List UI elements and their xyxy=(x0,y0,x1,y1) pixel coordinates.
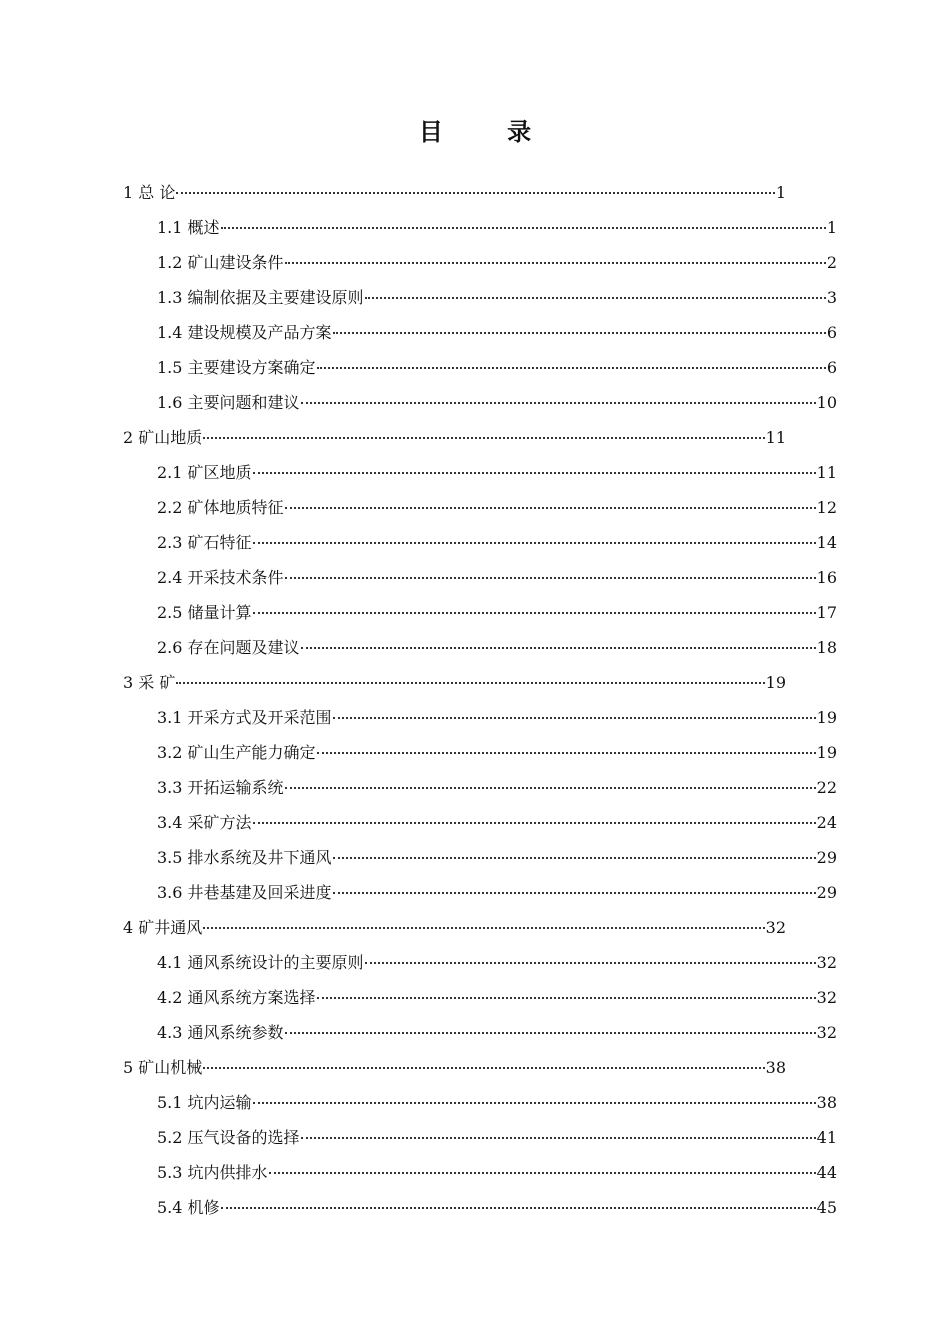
toc-section-entry[interactable] xyxy=(157,350,837,385)
toc-section-entry[interactable] xyxy=(157,945,837,980)
toc-entry-label: 2.6 存在问题及建议 xyxy=(157,638,300,657)
toc-page-number: 1 xyxy=(826,218,837,237)
toc-section-entry[interactable] xyxy=(157,770,837,805)
toc-page-number: 2 xyxy=(826,253,837,272)
toc-dot-leader xyxy=(333,857,816,859)
toc-entry-label: 5.4 机修 xyxy=(157,1198,220,1217)
toc-section-entry[interactable] xyxy=(157,315,837,350)
toc-page-number: 32 xyxy=(816,988,837,1007)
toc-entry-label: 3.3 开拓运输系统 xyxy=(157,778,284,797)
toc-section-entry[interactable] xyxy=(157,700,837,735)
toc-dot-leader xyxy=(365,962,816,964)
toc-section-entry[interactable] xyxy=(157,385,837,420)
toc-dot-leader xyxy=(253,1102,816,1104)
toc-entry-label: 2.5 储量计算 xyxy=(157,603,252,622)
toc-section-entry[interactable] xyxy=(157,840,837,875)
toc-entry-label: 5.1 坑内运输 xyxy=(157,1093,252,1112)
toc-page-number: 24 xyxy=(816,813,837,832)
toc-dot-leader xyxy=(176,192,774,194)
toc-dot-leader xyxy=(301,402,816,404)
toc-page-number: 32 xyxy=(816,953,837,972)
toc-page-number: 11 xyxy=(816,463,837,482)
toc-page-number: 19 xyxy=(816,708,837,727)
toc-dot-leader xyxy=(269,1172,816,1174)
toc-entry-label: 1.1 概述 xyxy=(157,218,220,237)
toc-entry-label: 4 矿井通风 xyxy=(123,918,203,937)
toc-page-number: 17 xyxy=(816,603,837,622)
toc-dot-leader xyxy=(317,752,816,754)
toc-dot-leader xyxy=(176,682,764,684)
toc-page-number: 44 xyxy=(816,1163,837,1182)
toc-entry-label: 5.2 压气设备的选择 xyxy=(157,1128,300,1147)
toc-section-entry[interactable] xyxy=(157,455,837,490)
toc-page-number: 29 xyxy=(816,848,837,867)
toc-page-number: 19 xyxy=(816,743,837,762)
toc-section-entry[interactable] xyxy=(157,280,837,315)
toc-section-entry[interactable] xyxy=(157,980,837,1015)
toc-entry-label: 1.3 编制依据及主要建设原则 xyxy=(157,288,364,307)
toc-section-entry[interactable] xyxy=(157,210,837,245)
toc-dot-leader xyxy=(301,1137,816,1139)
toc-entry-label: 1 总 论 xyxy=(123,183,176,202)
toc-page-number: 38 xyxy=(765,1058,786,1077)
toc-chapter-entry[interactable] xyxy=(123,420,786,455)
toc-entry-label: 2.4 开采技术条件 xyxy=(157,568,284,587)
toc-section-entry[interactable] xyxy=(157,630,837,665)
toc-dot-leader xyxy=(317,997,816,999)
toc-chapter-entry[interactable] xyxy=(123,665,786,700)
toc-dot-leader xyxy=(285,507,816,509)
toc-page-number: 45 xyxy=(816,1198,837,1217)
toc-page-number: 18 xyxy=(816,638,837,657)
toc-page-number: 14 xyxy=(816,533,837,552)
toc-dot-leader xyxy=(365,297,826,299)
toc-entry-label: 3.1 开采方式及开采范围 xyxy=(157,708,332,727)
toc-entry-label: 3 采 矿 xyxy=(123,673,176,692)
toc-page-number: 32 xyxy=(765,918,786,937)
toc-entry-label: 4.1 通风系统设计的主要原则 xyxy=(157,953,364,972)
toc-entry-label: 4.2 通风系统方案选择 xyxy=(157,988,316,1007)
toc-entry-label: 5.3 坑内供排水 xyxy=(157,1163,268,1182)
toc-entry-label: 1.6 主要问题和建议 xyxy=(157,393,300,412)
toc-section-entry[interactable] xyxy=(157,735,837,770)
toc-page-number: 3 xyxy=(826,288,837,307)
toc-dot-leader xyxy=(333,332,826,334)
toc-chapter-entry[interactable] xyxy=(123,910,786,945)
toc-page-number: 19 xyxy=(765,673,786,692)
toc-dot-leader xyxy=(285,1032,816,1034)
toc-dot-leader xyxy=(221,227,826,229)
toc-title: 目 录 xyxy=(418,118,560,146)
toc-section-entry[interactable] xyxy=(157,1120,837,1155)
toc-dot-leader xyxy=(253,612,816,614)
toc-page-number: 1 xyxy=(775,183,786,202)
toc-dot-leader xyxy=(285,577,816,579)
toc-entry-label: 2.3 矿石特征 xyxy=(157,533,252,552)
toc-entry-label: 2.1 矿区地质 xyxy=(157,463,252,482)
toc-page-number: 10 xyxy=(816,393,837,412)
toc-section-entry[interactable] xyxy=(157,560,837,595)
toc-entry-label: 2.2 矿体地质特征 xyxy=(157,498,284,517)
toc-dot-leader xyxy=(317,367,826,369)
toc-entry-label: 2 矿山地质 xyxy=(123,428,203,447)
toc-section-entry[interactable] xyxy=(157,490,837,525)
toc-dot-leader xyxy=(253,822,816,824)
toc-dot-leader xyxy=(203,1067,764,1069)
toc-section-entry[interactable] xyxy=(157,595,837,630)
toc-page-number: 11 xyxy=(765,428,786,447)
toc-section-entry[interactable] xyxy=(157,1190,837,1225)
toc-entry-label: 3.2 矿山生产能力确定 xyxy=(157,743,316,762)
toc-entry-label: 3.4 采矿方法 xyxy=(157,813,252,832)
toc-chapter-entry[interactable] xyxy=(123,1050,786,1085)
toc-dot-leader xyxy=(301,647,816,649)
toc-section-entry[interactable] xyxy=(157,875,837,910)
toc-page-number: 12 xyxy=(816,498,837,517)
toc-entry-label: 3.6 井巷基建及回采进度 xyxy=(157,883,332,902)
toc-dot-leader xyxy=(285,262,826,264)
toc-page-number: 16 xyxy=(816,568,837,587)
toc-chapter-entry[interactable] xyxy=(123,175,786,210)
toc-dot-leader xyxy=(253,542,816,544)
toc-entry-label: 4.3 通风系统参数 xyxy=(157,1023,284,1042)
toc-page-number: 41 xyxy=(816,1128,837,1147)
toc-dot-leader xyxy=(333,892,816,894)
toc-entry-label: 1.4 建设规模及产品方案 xyxy=(157,323,332,342)
toc-entry-label: 3.5 排水系统及井下通风 xyxy=(157,848,332,867)
toc-entry-label: 1.2 矿山建设条件 xyxy=(157,253,284,272)
toc-dot-leader xyxy=(203,927,764,929)
toc-page-number: 29 xyxy=(816,883,837,902)
toc-page-number: 38 xyxy=(816,1093,837,1112)
toc-dot-leader xyxy=(203,437,764,439)
toc-section-entry[interactable] xyxy=(157,525,837,560)
toc-entry-label: 1.5 主要建设方案确定 xyxy=(157,358,316,377)
toc-page-number: 22 xyxy=(816,778,837,797)
toc-dot-leader xyxy=(253,472,816,474)
toc-page-number: 6 xyxy=(826,358,837,377)
toc-section-entry[interactable] xyxy=(157,1155,837,1190)
toc-dot-leader xyxy=(285,787,816,789)
toc-page-number: 6 xyxy=(826,323,837,342)
toc-dot-leader xyxy=(333,717,816,719)
toc-section-entry[interactable] xyxy=(157,1085,837,1120)
toc-page-number: 32 xyxy=(816,1023,837,1042)
toc-section-entry[interactable] xyxy=(157,805,837,840)
toc-dot-leader xyxy=(221,1207,816,1209)
toc-section-entry[interactable] xyxy=(157,1015,837,1050)
toc-entry-label: 5 矿山机械 xyxy=(123,1058,203,1077)
toc-section-entry[interactable] xyxy=(157,245,837,280)
